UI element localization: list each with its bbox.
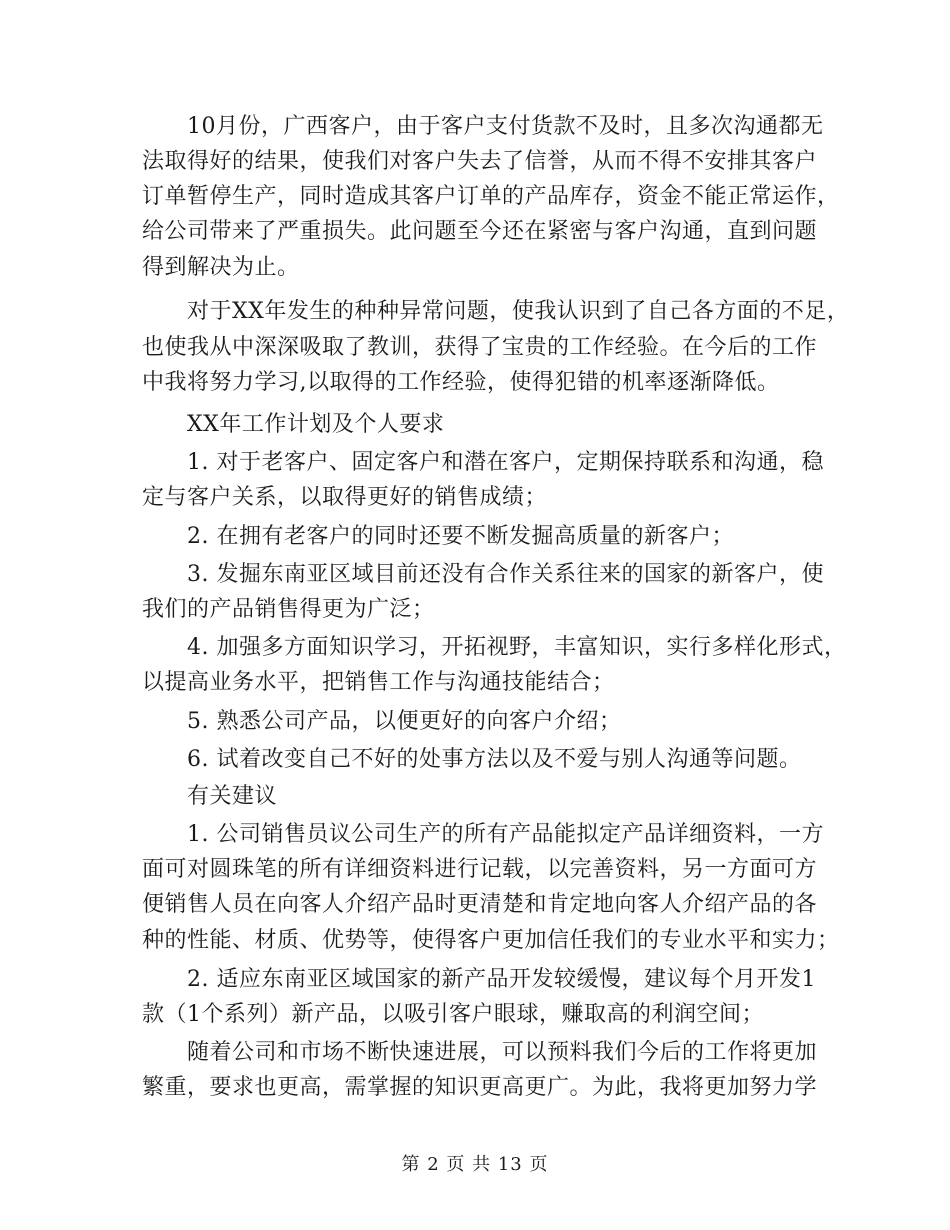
text-line: 便销售人员在向客人介绍产品时更清楚和肯定地向客人介绍产品的各 (142, 892, 818, 917)
text-line: 款（1个系列）新产品，以吸引客户眼球，赚取高的利润空间； (142, 1002, 764, 1027)
text-line: 我们的产品销售得更为广泛； (142, 597, 435, 622)
text-line: 随着公司和市场不断快速进展，可以预料我们今后的工作将更加 (187, 1040, 818, 1065)
section-heading: XX年工作计划及个人要求 (187, 412, 445, 437)
list-item: 1. 公司销售员议公司生产的所有产品能拟定产品详细资料，一方 (187, 822, 824, 847)
text-line: 以提高业务水平，把销售工作与沟通技能结合； (142, 670, 615, 695)
list-item: 4. 加强多方面知识学习，开拓视野，丰富知识，实行多样化形式， (187, 635, 847, 660)
text-line: 也使我从中深深吸取了教训，获得了宝贵的工作经验。在今后的工作 (142, 335, 818, 360)
list-item: 3. 发掘东南亚区域目前还没有合作关系往来的国家的新客户，使 (187, 562, 824, 587)
page-number: 第 2 页 共 13 页 (401, 1154, 549, 1175)
text-line: 对于XX年发生的种种异常问题，使我认识到了自己各方面的不足， (187, 299, 850, 324)
section-heading: 有关建议 (187, 784, 278, 809)
text-line: 中我将努力学习,以取得的工作经验，使得犯错的机率逐渐降低。 (142, 370, 780, 395)
list-item: 1. 对于老客户、固定客户和潜在客户，定期保持联系和沟通，稳 (187, 450, 824, 475)
text-line: 面可对圆珠笔的所有详细资料进行记载，以完善资料，另一方面可方 (142, 857, 818, 882)
text-line: 法取得好的结果，使我们对客户失去了信誉，从而不得不安排其客户 (142, 149, 818, 174)
list-item: 2. 适应东南亚区域国家的新产品开发较缓慢，建议每个月开发1 (187, 967, 816, 992)
text-line: 给公司带来了严重损失。此问题至今还在紧密与客户沟通，直到问题 (142, 219, 818, 244)
text-line: 定与客户关系，以取得更好的销售成绩； (142, 485, 548, 510)
list-item: 2. 在拥有老客户的同时还要不断发掘高质量的新客户； (187, 524, 734, 549)
list-item: 6. 试着改变自己不好的处事方法以及不爱与别人沟通等问题。 (187, 747, 802, 772)
list-item: 5. 熟悉公司产品，以便更好的向客户介绍； (187, 709, 622, 734)
text-line: 订单暂停生产，同时造成其客户订单的产品库存，资金不能正常运作， (142, 184, 840, 209)
text-line: 10月份，广西客户，由于客户支付货款不及时，且多次沟通都无 (187, 114, 824, 139)
text-line: 得到解决为止。 (142, 255, 300, 280)
text-line: 种的性能、材质、优势等，使得客户更加信任我们的专业水平和实力； (142, 928, 840, 953)
text-line: 繁重，要求也更高，需掌握的知识更高更广。为此，我将更加努力学 (142, 1075, 818, 1100)
